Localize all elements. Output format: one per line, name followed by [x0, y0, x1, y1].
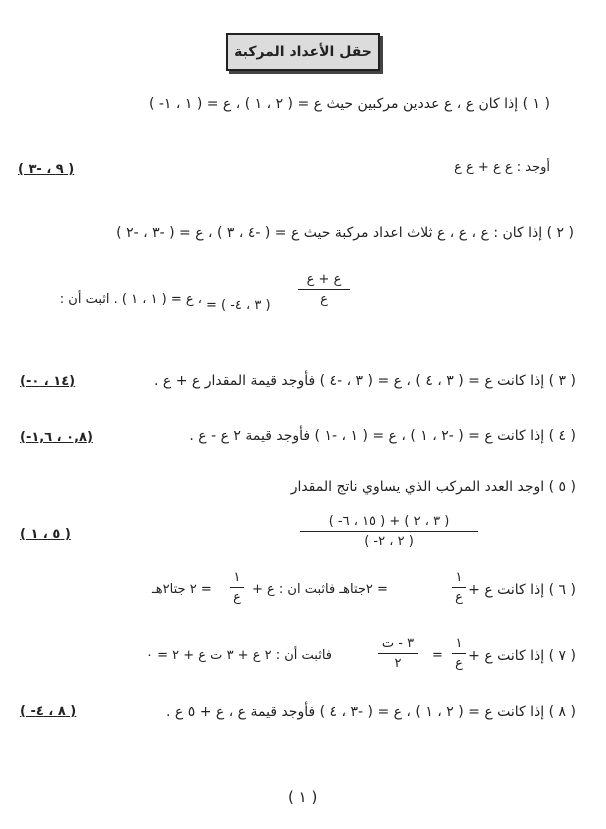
problem-8-statement: ( ٨ ) إذا كانت ع = ( ٢ ، ١ ) ، ع = ( -٣ ، ٤ ) فأوجد قيمة ع ، ع + ٥ ع .: [166, 704, 576, 720]
problem-5-fraction-denominator: ( -٢ ، ٢ ): [364, 534, 414, 549]
problem-3-statement: ( ٣ ) إذا كانت ع = ( ٣ ، ٤ ) ، ع = ( ٣ ، -٤ ) فأوجد قيمة المقدار ع + ع .: [154, 373, 576, 389]
problem-7-fraction-2: [378, 636, 418, 671]
problem-8-answer: ( -٨ ، ٤ ): [20, 704, 77, 719]
fraction-bar: [452, 587, 466, 588]
problem-6-fraction-1: [452, 570, 466, 605]
problem-4-answer: (-٠,٨ ، ١,٦): [20, 430, 93, 445]
fraction-bar: [230, 587, 244, 588]
problem-6-fraction-2: [230, 570, 244, 605]
problem-2-fraction: [298, 272, 350, 307]
problem-2-statement: ( ٢ ) إذا كان : ع ، ع ، ع ثلاث اعداد مركبة حيث ع = ( -٤ ، ٣ ) ، ع = ( -٣ ، -٢ ): [116, 225, 574, 241]
problem-2-given: ، ع = ( ١ ، ١ ) . اثبت أن :: [59, 292, 202, 307]
fraction-bar: [300, 531, 478, 532]
fraction-numerator: ١: [455, 570, 463, 585]
problem-2-result: = ( -٣ ، ٤ ): [206, 298, 271, 313]
problem-4-statement: ( ٤ ) إذا كانت ع = ( -٢ ، ١ ) ، ع = ( ١ ، -١ ) فأوجد قيمة ٢ ع - ع .: [189, 428, 576, 444]
problem-5-fraction: [300, 514, 478, 549]
problem-7-equals: =: [432, 648, 443, 663]
fraction-denominator: ع: [233, 590, 241, 605]
fraction-denominator: ٢: [394, 656, 402, 671]
fraction-bar: [378, 653, 418, 654]
fraction-bar: [298, 289, 350, 290]
problem-7-fraction-1: [452, 636, 466, 671]
problem-2-fraction-denominator: ع: [320, 292, 328, 307]
page-title: [226, 33, 380, 71]
problem-6-statement-start: ( ٦ ) إذا كانت ع +: [468, 582, 576, 598]
problem-1-answer: ( ٩ ، -٣ ): [18, 162, 75, 177]
problem-3-answer: (-١٤ ، ٠): [20, 374, 76, 389]
problem-7-statement-end: فاثبت أن : ٢ ع + ٣ ت ع + ٢ = ٠: [146, 648, 332, 663]
problem-5-statement: ( ٥ ) اوجد العدد المركب الذي يساوي ناتج المقدار: [290, 479, 576, 495]
problem-6-statement-end: = ٢ جتا٢هـ: [152, 582, 212, 597]
fraction-numerator: ١: [455, 636, 463, 651]
page-number: ( ١ ): [288, 788, 318, 806]
problem-5-fraction-numerator: ( -١٥ ، ٦ ) + ( ٣ ، ٢ ): [328, 514, 450, 529]
fraction-denominator: ع: [455, 590, 463, 605]
problem-1-task: أوجد : ع ع + ع ع: [454, 160, 550, 175]
fraction-numerator: ٣ - ت: [381, 636, 415, 651]
problem-5-answer: ( ٥ ، ١ ): [20, 527, 71, 542]
fraction-bar: [452, 653, 466, 654]
page-title-text: حقل الأعداد المركبة: [234, 44, 372, 60]
fraction-denominator: ع: [455, 656, 463, 671]
fraction-numerator: ١: [233, 570, 241, 585]
problem-2-fraction-numerator: ع + ع: [306, 272, 342, 287]
problem-7-statement-start: ( ٧ ) إذا كانت ع +: [468, 648, 576, 664]
problem-1-statement: ( ١ ) إذا كان ع ، ع عددين مركبين حيث ع = ( ٢ ، ١ ) ، ع = ( ١ ، ١- ): [148, 96, 550, 112]
problem-6-statement-mid: = ٢جتاهـ فاثبت ان : ع +: [252, 582, 388, 597]
